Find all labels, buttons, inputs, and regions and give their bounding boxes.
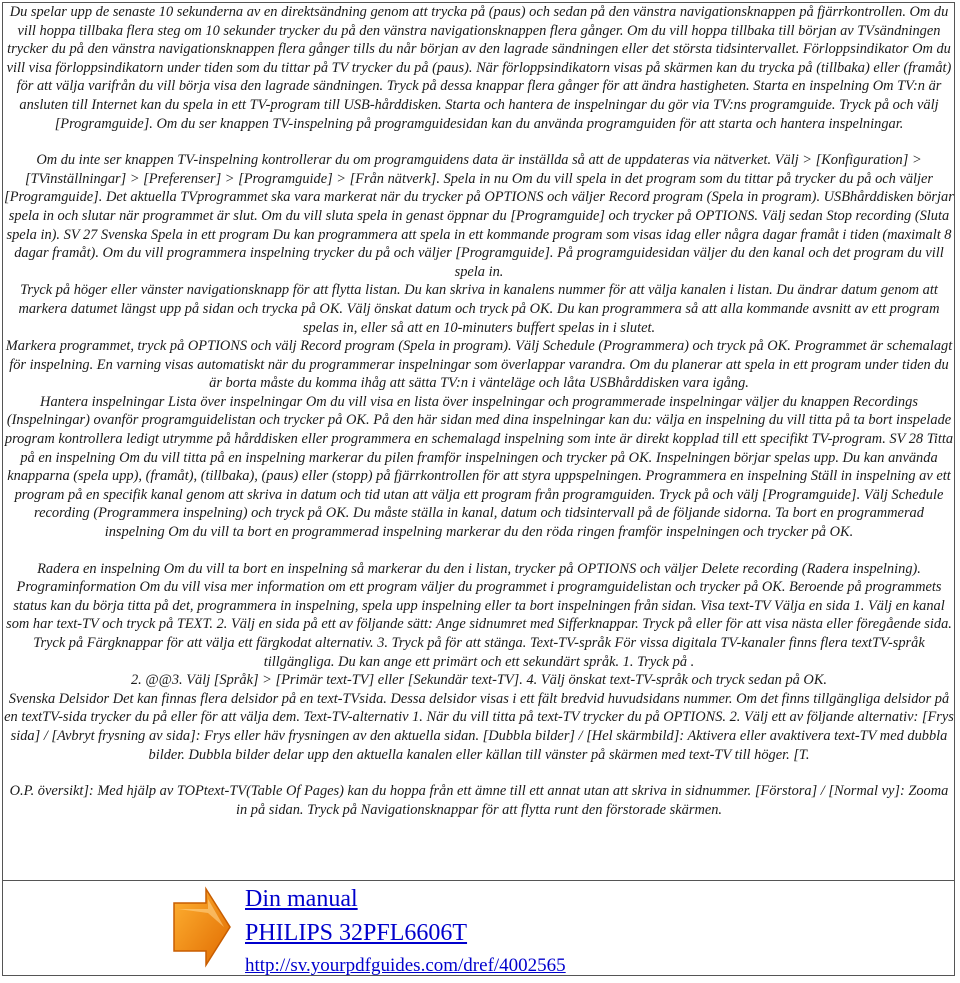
manual-text (4, 3, 954, 819)
manual-link[interactable]: Din manual (245, 886, 358, 912)
paragraph-subpages: Svenska Delsidor Det kan finnas flera delsidor på en text-TVsida. Dessa delsidor visas i ett fält bredvid huvudsidans nummer. Om det finns tillgängliga delsidor på en textTV-sida trycker du på eller för att välja dem. Text-TV-alternativ 1. När du vill titta på text-TV trycker du på OPTIONS. 2. Välj ett av följande alternativ: [Frys sida] / [Avbryt frysning av sida]: Frys eller häv frysningen av den aktuella sidan. [Dubbla bilder] / [Hel skärmbild]: Aktivera eller avaktivera text-TV med dubbla bilder. Dubbla bilder delar upp den aktuella kanalen eller källan till vänster på skärmen med text-TV till höger. [T. (4, 690, 954, 763)
paragraph-record-now: Om du inte ser knappen TV-inspelning kontrollerar du om programguidens data är inställda så att de uppdateras via nätverket. Välj > [Konfiguration] > [TVinställningar] > [Preferenser] > [Programguide] > [Från nätverk]. Spela in nu Om du vill spela in det program som du tittar på trycker du på och väljer [Programguide]. Det aktuella TVprogrammet ska vara markerat när du trycker på OPTIONS och väljer Record program (Spela in program). USBhårddisken börjar spela in och slutar när programmet är slut. Om du vill sluta spela in genast öppnar du [Programguide] och trycker på OPTIONS. Välj sedan Stop recording (Sluta spela in). SV 27 Svenska Spela in ett program Du kan programmera att spela in ett kommande program som visas idag eller några dagar framåt i tiden (maximalt 8 dagar framåt). Om du vill programmera inspelning trycker du på och väljer [Programguide]. På programguidesidan väljer du den kanal och det program du vill spela in. (4, 152, 954, 280)
paragraph-delete-recording: Radera en inspelning Om du vill ta bort en inspelning så markerar du den i listan, trycker på OPTIONS och väljer Delete recording (Radera inspelning). Programinformation Om du vill visa mer information om ett program väljer du programmet i programguidelistan och trycker på OK. Beroende på programmets status kan du börja titta på det, programmera in inspelning, spela upp inspelning eller ta bort inspelningen från sidan. Visa text-TV Välja en sida 1. Välj en kanal som har text-TV och tryck på TEXT. 2. Välj en sida på ett av följande sätt: Ange sidnumret med Sifferknappar. Tryck på eller för att visa nästa eller föregående sida. Tryck på Färgknappar för att välja ett färgkodat alternativ. 3. Tryck på för att stänga. Text-TV-språk För vissa digitala TV-kanaler finns flera textTV-språk tillgängliga. Du kan ange ett primärt och ett sekundärt språk. 1. Tryck på . (6, 560, 952, 670)
paragraph-manage-recordings: Hantera inspelningar Lista över inspelningar Om du vill visa en lista över inspelningar och programmerade inspelningar väljer du knappen Recordings (Inspelningar) ovanför programguidelistan och trycker på OK. På den här sidan med dina inspelningar kan du: välja en inspelning du vill titta på ta bort inspelade program kontrollera ledigt utrymme på hårddisken eller programmera en schemalagd inspelning som inte är direkt kopplad till ett specifikt TV-program. SV 28 Titta på en inspelning Om du vill titta på en inspelning markerar du pilen framför inspelningen och trycker på OK. Inspelningen börjar spelas upp. Du kan använda knapparna (spela upp), (framåt), (tillbaka), (paus) eller (stopp) på fjärrkontrollen för att styra uppspelningen. Programmera en inspelning Ställ in inspelning av ett program på en specifik kanal genom att skriva in datum och tid utan att välja ett program från programguiden. Tryck på och välj [Programguide]. Välj Schedule recording (Programmera inspelning) och tryck på OK. Du måste ställa in kanal, datum och tidsintervall på de följande sidorna. Ta bort en programmerad inspelning Om du vill ta bort en programmerad inspelning markerar du den röda ringen framför inspelningen och trycker på OK. (4, 393, 954, 541)
footer-links (245, 884, 566, 978)
paragraph-top-overview: O.P. översikt]: Med hjälp av TOPtext-TV(Table Of Pages) kan du hoppa från ett ämne till ett annat utan att skriva in sidnummer. [Förstora] / [Normal vy]: Zooma in på sidan. Tryck på Navigationsknappar för att flytta runt den förstorade skärmen. (9, 783, 949, 818)
manual-url-link[interactable]: http://sv.yourpdfguides.com/dref/4002565 (245, 955, 566, 976)
footer-divider (2, 880, 955, 881)
paragraph-navigation: Tryck på höger eller vänster navigationsknapp för att flytta listan. Du kan skriva in kanalens nummer för att välja kanalen i listan. Du ändrar datum genom att markera datumet längst upp på sidan och trycka på OK. Välj önskat datum och tryck på OK. Du kan programmera så att alla kommande avsnitt av ett program spelas in, eller så att en 10-minuters buffert spelas in i slutet. (18, 282, 940, 336)
orange-arrow-icon (170, 885, 232, 969)
paragraph-timeshift: Du spelar upp de senaste 10 sekunderna av en direktsändning genom att trycka på (paus) och sedan på den vänstra navigationsknappen på fjärrkontrollen. Om du vill hoppa tillbaka flera steg om 10 sekunder trycker du på den vänstra navigationsknappen flera gånger. Om du vill hoppa tillbaka till början av TVsändningen trycker du på den vänstra navigationsknappen flera gånger tills du når början av den lagrade sändningen eller det största tidsintervallet. Förloppsindikator Om du vill visa förloppsindikatorn under tiden som du tittar på TV trycker du på (paus). När förloppsindikatorn visas på skärmen kan du trycka på (tillbaka) eller (framåt) för att välja varifrån du vill börja visa den lagrade sändningen. Tryck på dessa knappar flera gånger för att ändra hastigheten. Starta en inspelning Om TV:n är ansluten till Internet kan du spela in ett TV-program till USB-hårddisken. Starta och hantera de inspelningar du gör via TV:ns programguide. Tryck på och välj [Programguide]. Om du ser knappen TV-inspelning på programguidesidan kan du använda programguiden för att starta och hantera inspelningar. (6, 4, 952, 132)
product-link[interactable]: PHILIPS 32PFL6606T (245, 920, 468, 946)
paragraph-language-steps: 2. @@3. Välj [Språk] > [Primär text-TV] eller [Sekundär text-TV]. 4. Välj önskat text-TV-språk och tryck sedan på OK. (130, 672, 828, 689)
paragraph-schedule: Markera programmet, tryck på OPTIONS och välj Record program (Spela in program). Välj Schedule (Programmera) och tryck på OK. Programmet är schemalagt för inspelning. En varning visas automatiskt när du programmerar inspelningar som överlappar varandra. Om du planerar att spela in ett program under tiden du är borta måste du komma ihåg att sätta TV:n i vänteläge och låta USBhårddisken vara igång. (5, 338, 953, 392)
